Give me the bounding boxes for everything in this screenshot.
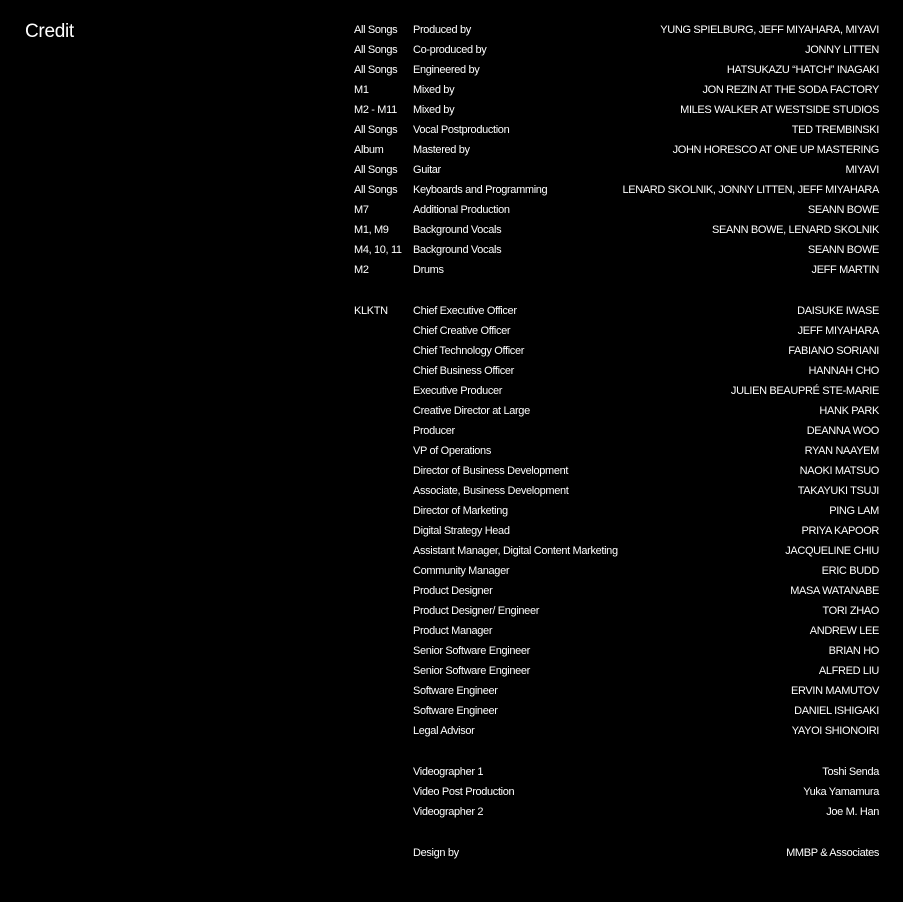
- credit-row: [354, 120, 879, 140]
- credit-row: [354, 260, 879, 280]
- credit-name: PING LAM: [829, 505, 879, 517]
- credit-role: Mixed by: [413, 104, 455, 116]
- credit-name: HATSUKAZU “HATCH” INAGAKI: [726, 64, 879, 76]
- credit-row: [354, 541, 879, 561]
- credit-row: [354, 501, 879, 521]
- credit-role: Legal Advisor: [413, 725, 475, 737]
- credit-role: Design by: [413, 847, 459, 859]
- credit-role: Chief Business Officer: [413, 365, 514, 377]
- credit-role: Background Vocals: [413, 224, 502, 236]
- credit-name: SEANN BOWE, LENARD SKOLNIK: [712, 224, 879, 236]
- credit-name: ERIC BUDD: [821, 565, 879, 577]
- credit-role: Digital Strategy Head: [413, 525, 510, 537]
- credit-row: [354, 140, 879, 160]
- credit-row: [354, 381, 879, 401]
- credit-role: Product Manager: [413, 625, 493, 637]
- credit-row: [354, 401, 879, 421]
- credit-name: JON REZIN AT THE SODA FACTORY: [702, 84, 879, 96]
- credit-role: Mixed by: [413, 84, 455, 96]
- credit-scope: All Songs: [354, 24, 398, 36]
- credit-role: Assistant Manager, Digital Content Marketing: [413, 545, 618, 557]
- credit-scope: All Songs: [354, 44, 398, 56]
- credit-role: Director of Marketing: [413, 505, 508, 517]
- credit-scope: All Songs: [354, 64, 398, 76]
- credit-role: Product Designer: [413, 585, 493, 597]
- credit-name: Toshi Senda: [822, 766, 879, 778]
- credit-name: SEANN BOWE: [807, 204, 879, 216]
- credit-name: BRIAN HO: [828, 645, 879, 657]
- credit-name: TED TREMBINSKI: [791, 124, 879, 136]
- credit-role: Chief Technology Officer: [413, 345, 525, 357]
- credit-name: DEANNA WOO: [806, 425, 879, 437]
- credit-role: Community Manager: [413, 565, 510, 577]
- credit-name: ERVIN MAMUTOV: [791, 685, 879, 697]
- credit-scope: M7: [354, 204, 369, 216]
- credit-name: DANIEL ISHIGAKI: [794, 705, 879, 717]
- credit-row: [354, 200, 879, 220]
- credit-row: [354, 60, 879, 80]
- credit-scope: KLKTN: [354, 305, 388, 317]
- credit-name: ALFRED LIU: [818, 665, 879, 677]
- credit-row: [354, 581, 879, 601]
- credit-row: [354, 220, 879, 240]
- credit-role: Additional Production: [413, 204, 510, 216]
- credit-row: [354, 621, 879, 641]
- credit-row: [354, 661, 879, 681]
- credit-name: JEFF MARTIN: [811, 264, 879, 276]
- credit-role: Video Post Production: [413, 786, 515, 798]
- credit-name: TORI ZHAO: [822, 605, 879, 617]
- credit-row: [354, 321, 879, 341]
- credit-name: MMBP & Associates: [786, 847, 879, 859]
- credit-role: Senior Software Engineer: [413, 645, 530, 657]
- credit-name: PRIYA KAPOOR: [801, 525, 879, 537]
- credit-row: [354, 601, 879, 621]
- credit-row: [354, 641, 879, 661]
- credit-row: [354, 521, 879, 541]
- credit-group: [354, 762, 879, 822]
- credit-role: Associate, Business Development: [413, 485, 569, 497]
- credit-name: LENARD SKOLNIK, JONNY LITTEN, JEFF MIYAHARA: [622, 184, 879, 196]
- credit-row: [354, 20, 879, 40]
- credit-row: [354, 160, 879, 180]
- credit-row: [354, 782, 879, 802]
- credit-role: Videographer 2: [413, 806, 484, 818]
- credit-name: JEFF MIYAHARA: [797, 325, 879, 337]
- credit-row: [354, 421, 879, 441]
- credit-row: [354, 681, 879, 701]
- credit-name: MILES WALKER AT WESTSIDE STUDIOS: [680, 104, 879, 116]
- credit-row: [354, 100, 879, 120]
- credit-scope: All Songs: [354, 184, 398, 196]
- credit-name: Joe M. Han: [826, 806, 879, 818]
- credit-row: [354, 40, 879, 60]
- credit-scope: All Songs: [354, 164, 398, 176]
- credit-row: [354, 441, 879, 461]
- credit-role: Co-produced by: [413, 44, 487, 56]
- credits-list: [354, 20, 879, 863]
- credit-row: [354, 721, 879, 741]
- credit-role: Guitar: [413, 164, 441, 176]
- credit-role: Chief Creative Officer: [413, 325, 511, 337]
- credit-row: [354, 301, 879, 321]
- credit-role: VP of Operations: [413, 445, 491, 457]
- credit-name: HANK PARK: [819, 405, 879, 417]
- credit-role: Background Vocals: [413, 244, 502, 256]
- credit-row: [354, 240, 879, 260]
- credit-name: JONNY LITTEN: [805, 44, 879, 56]
- credit-row: [354, 802, 879, 822]
- credit-name: FABIANO SORIANI: [788, 345, 879, 357]
- page-title: Credit: [25, 21, 74, 42]
- credit-name: DAISUKE IWASE: [797, 305, 879, 317]
- credit-name: RYAN NAAYEM: [804, 445, 879, 457]
- credit-role: Videographer 1: [413, 766, 484, 778]
- credit-role: Senior Software Engineer: [413, 665, 530, 677]
- credit-role: Vocal Postproduction: [413, 124, 510, 136]
- credit-row: [354, 481, 879, 501]
- credit-name: TAKAYUKI TSUJI: [797, 485, 879, 497]
- credit-role: Produced by: [413, 24, 471, 36]
- credit-scope: M4, 10, 11: [354, 244, 402, 256]
- credit-name: JOHN HORESCO AT ONE UP MASTERING: [672, 144, 879, 156]
- credit-name: ANDREW LEE: [809, 625, 879, 637]
- credit-group: [354, 301, 879, 741]
- credit-scope: Album: [354, 144, 384, 156]
- credit-role: Software Engineer: [413, 705, 498, 717]
- credit-role: Drums: [413, 264, 444, 276]
- credit-role: Product Designer/ Engineer: [413, 605, 540, 617]
- credit-row: [354, 80, 879, 100]
- credit-group: [354, 843, 879, 863]
- credit-role: Chief Executive Officer: [413, 305, 517, 317]
- credit-name: YAYOI SHIONOIRI: [791, 725, 879, 737]
- credit-role: Creative Director at Large: [413, 405, 530, 417]
- credit-name: YUNG SPIELBURG, JEFF MIYAHARA, MIYAVI: [660, 24, 879, 36]
- credit-name: MIYAVI: [845, 164, 879, 176]
- credit-scope: M1, M9: [354, 224, 389, 236]
- credit-role: Engineered by: [413, 64, 480, 76]
- credit-name: HANNAH CHO: [808, 365, 879, 377]
- credit-row: [354, 180, 879, 200]
- credit-role: Software Engineer: [413, 685, 498, 697]
- credit-scope: All Songs: [354, 124, 398, 136]
- credit-row: [354, 461, 879, 481]
- credit-role: Keyboards and Programming: [413, 184, 548, 196]
- credit-group: [354, 20, 879, 280]
- credit-name: JULIEN BEAUPRÉ STE-MARIE: [730, 385, 879, 397]
- credit-scope: M2 - M11: [354, 104, 397, 116]
- credit-row: [354, 561, 879, 581]
- credit-row: [354, 361, 879, 381]
- credit-role: Executive Producer: [413, 385, 503, 397]
- credit-row: [354, 762, 879, 782]
- credit-row: [354, 843, 879, 863]
- credit-name: SEANN BOWE: [807, 244, 879, 256]
- credit-role: Director of Business Development: [413, 465, 569, 477]
- credit-role: Mastered by: [413, 144, 470, 156]
- credit-role: Producer: [413, 425, 455, 437]
- credit-name: NAOKI MATSUO: [799, 465, 879, 477]
- credit-scope: M2: [354, 264, 369, 276]
- credit-name: JACQUELINE CHIU: [785, 545, 879, 557]
- credit-name: MASA WATANABE: [790, 585, 879, 597]
- credit-row: [354, 341, 879, 361]
- credit-name: Yuka Yamamura: [803, 786, 879, 798]
- credit-scope: M1: [354, 84, 369, 96]
- credit-row: [354, 701, 879, 721]
